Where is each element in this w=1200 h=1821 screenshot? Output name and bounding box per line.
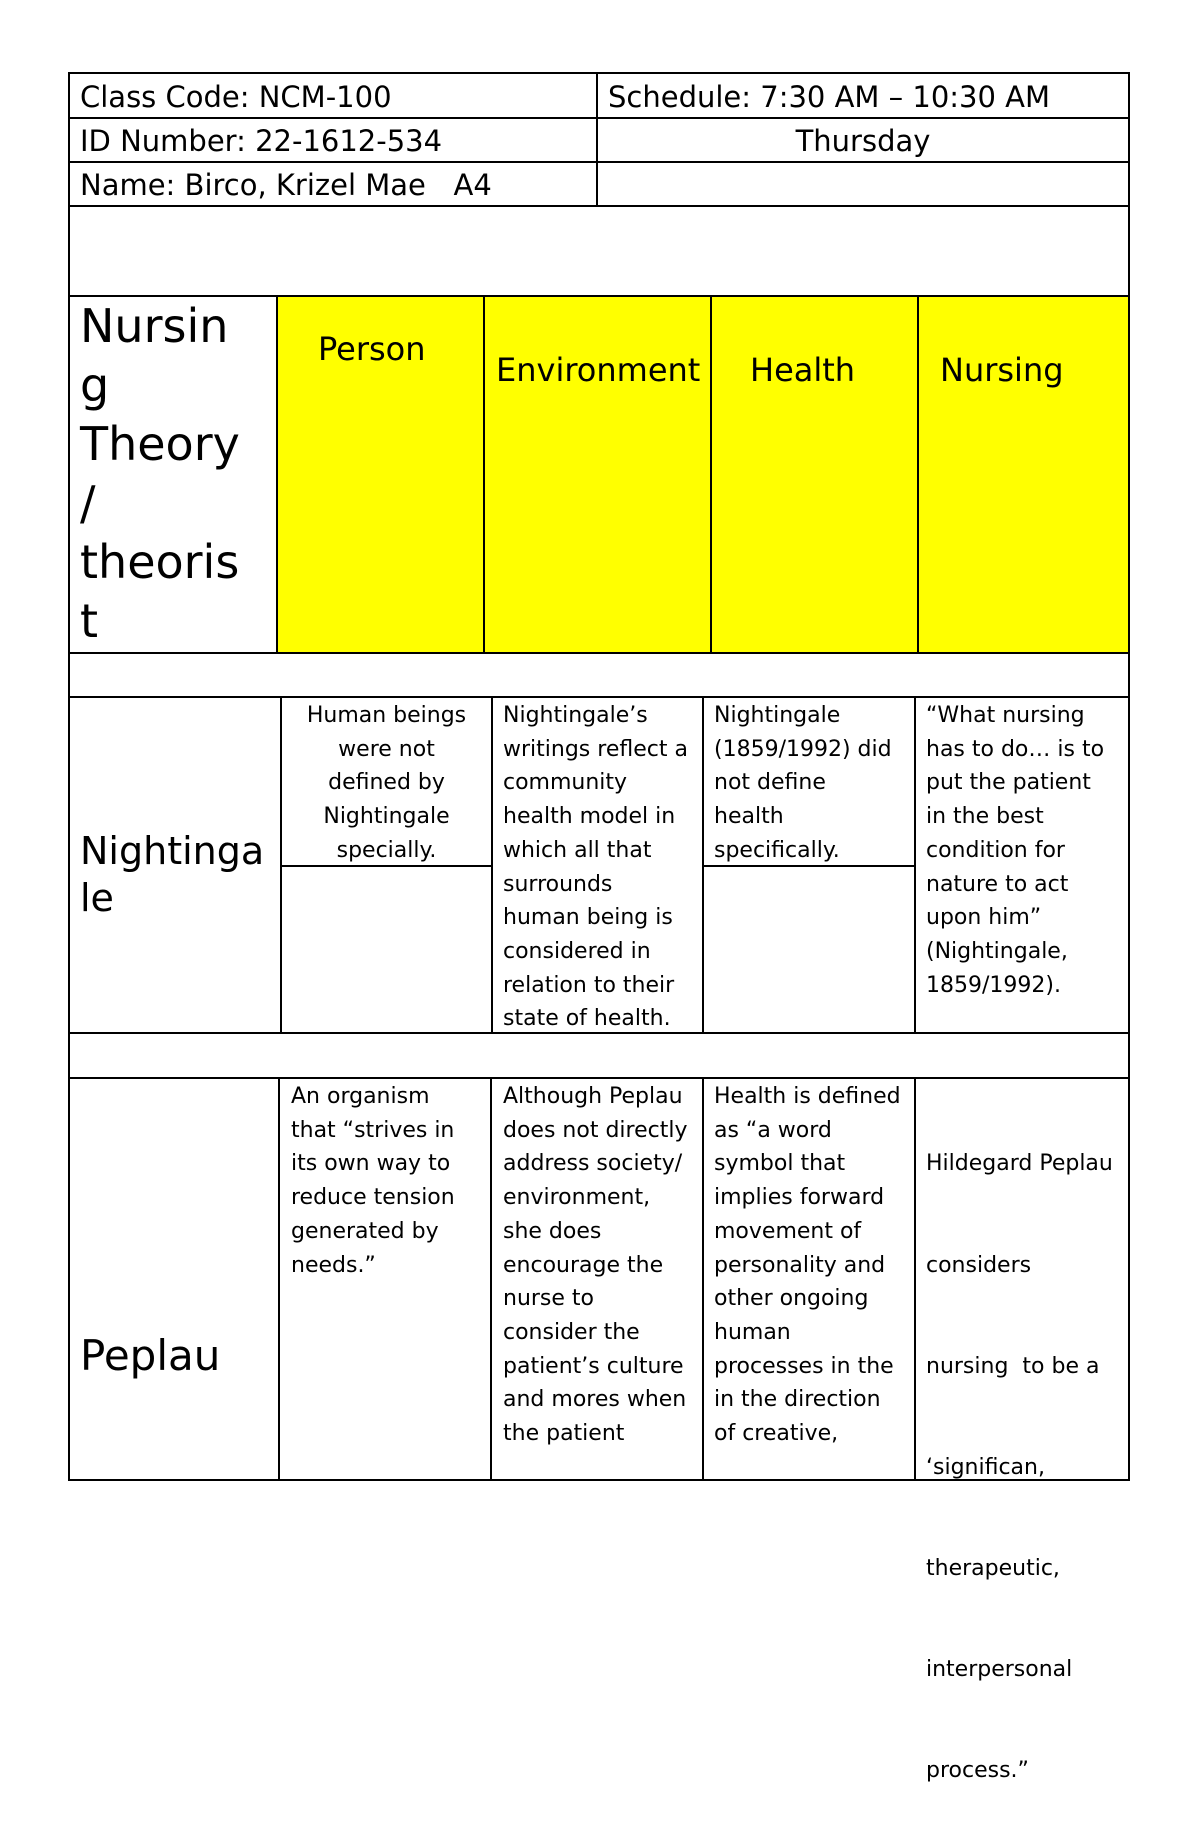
spacer-row	[68, 1032, 1130, 1079]
peplau-nursing	[926, 1080, 1128, 1821]
cell-text-line: the patient	[503, 1421, 625, 1447]
cell-text-line: its own way to	[291, 1151, 451, 1177]
cell-text-line: nurse to	[503, 1286, 595, 1312]
cell-text-line: condition for	[926, 837, 1065, 863]
cell-text-line: encourage the	[503, 1252, 664, 1278]
column-divider	[278, 1077, 280, 1481]
theory-header-line: Theory	[80, 417, 240, 471]
cell-text-line: health	[714, 804, 784, 830]
cell-text-line: nature to act	[926, 871, 1069, 897]
peplau-environment	[503, 1080, 701, 1451]
column-header-health: Health	[750, 351, 856, 389]
cell-text-line: patient’s culture	[503, 1353, 684, 1379]
cell-text-line: writings reflect a	[503, 736, 688, 762]
cell-text-line: Nightingale’s	[503, 703, 648, 728]
column-divider	[710, 295, 712, 654]
cell-text-line: Hildegard Peplau	[926, 1151, 1113, 1177]
cell-text-line: Nightingale	[323, 804, 450, 830]
cell-text-line: nursing to be a	[926, 1353, 1100, 1379]
theorist-peplau: Peplau	[80, 1331, 221, 1380]
cell-text-line: community	[503, 770, 628, 796]
column-header-person: Person	[318, 330, 426, 368]
nightingale-nursing	[926, 699, 1126, 1002]
nightingale-environment	[503, 699, 703, 1036]
cell-text-line: that “strives in	[291, 1117, 455, 1143]
cell-text-line: (Nightingale,	[926, 938, 1068, 964]
column-header-nursing: Nursing	[940, 351, 1064, 389]
peplau-person	[291, 1080, 489, 1282]
cell-text-line: put the patient	[926, 770, 1091, 796]
column-header-environment: Environment	[496, 351, 701, 389]
cell-text-line: processes in the	[714, 1353, 894, 1379]
theorist-name-line: le	[80, 876, 114, 920]
id-number: ID Number: 22-1612-534	[80, 124, 443, 158]
cell-text-line: not define	[714, 770, 826, 796]
spacer-row	[68, 205, 1130, 297]
cell-text-line: in the best	[926, 804, 1044, 830]
cell-text-line: which all that	[503, 837, 652, 863]
cell-text-line: human	[714, 1319, 791, 1345]
cell-text-line: other ongoing	[714, 1286, 869, 1312]
cell-text-line: considered in	[503, 938, 651, 964]
theorist-name-line: Nightinga	[80, 829, 265, 873]
theory-header-line: /	[80, 476, 96, 530]
cell-text-line: as “a word	[714, 1117, 832, 1143]
class-code: Class Code: NCM-100	[80, 80, 392, 114]
cell-text-line: relation to their	[503, 972, 675, 998]
cell-text-line: has to do… is to	[926, 736, 1105, 762]
cell-text-line: address society/	[503, 1151, 683, 1177]
nightingale-person	[282, 699, 491, 868]
schedule-day: Thursday	[795, 124, 931, 158]
schedule: Schedule: 7:30 AM – 10:30 AM	[608, 80, 1051, 114]
cell-text-line: health model in	[503, 804, 676, 830]
cell-text-line: were not	[338, 736, 435, 762]
cell-text-line: of creative,	[714, 1421, 839, 1447]
cell-text-line: she does	[503, 1218, 602, 1244]
cell-text-line: “What nursing	[926, 703, 1085, 728]
cell-text-line: 1859/1992).	[926, 972, 1061, 998]
cell-text-line: considers	[926, 1252, 1032, 1278]
cell-text-line: personality and	[714, 1252, 886, 1278]
cell-text-line: implies forward	[714, 1185, 885, 1211]
column-divider	[276, 295, 278, 654]
cell-text-line: specifically.	[714, 837, 840, 863]
theory-header-line: Nursin	[80, 299, 229, 353]
nightingale-health	[714, 699, 914, 868]
cell-text-line: Human beings	[306, 703, 467, 728]
cell-text-line: ‘significan,	[926, 1454, 1045, 1480]
cell-text-line: does not directly	[503, 1117, 688, 1143]
cell-text-line: interpersonal	[926, 1656, 1073, 1682]
cell-text-line: upon him”	[926, 905, 1042, 931]
cell-text-line: in the direction	[714, 1387, 881, 1413]
cell-text-line: movement of	[714, 1218, 862, 1244]
column-divider	[702, 1077, 704, 1481]
cell-text-line: needs.”	[291, 1252, 376, 1278]
cell-text-line: therapeutic,	[926, 1555, 1060, 1581]
theorist-nightingale	[70, 828, 280, 922]
cell-text-line: (1859/1992) did	[714, 736, 892, 762]
theory-header-line: t	[80, 594, 99, 648]
theory-header	[70, 297, 276, 651]
column-divider	[917, 295, 919, 654]
cell-text-line: generated by	[291, 1218, 439, 1244]
cell-text-line: human being is	[503, 905, 673, 931]
cell-text-line: surrounds	[503, 871, 613, 897]
cell-text-line: defined by	[328, 770, 445, 796]
student-name: Name: Birco, Krizel Mae A4	[80, 168, 492, 202]
cell-text-line: symbol that	[714, 1151, 846, 1177]
cell-text-line: reduce tension	[291, 1185, 455, 1211]
cell-text-line: state of health.	[503, 1006, 671, 1032]
column-divider	[483, 295, 485, 654]
peplau-health	[714, 1080, 913, 1451]
cell-text-line: consider the	[503, 1319, 640, 1345]
cell-text-line: Nightingale	[714, 703, 841, 728]
cell-text-line: An organism	[291, 1084, 430, 1109]
column-divider	[490, 1077, 492, 1481]
cell-text-line: process.”	[926, 1758, 1029, 1784]
cell-text-line: environment,	[503, 1185, 651, 1211]
cell-text-line: and mores when	[503, 1387, 687, 1413]
cell-text-line: Health is defined	[714, 1084, 901, 1109]
theory-header-line: theoris	[80, 535, 240, 589]
cell-text-line: Although Peplau	[503, 1084, 683, 1109]
cell-text-line: specially.	[336, 837, 437, 863]
theory-header-line: g	[80, 358, 110, 412]
column-divider	[914, 1077, 916, 1481]
spacer-row	[68, 652, 1130, 698]
